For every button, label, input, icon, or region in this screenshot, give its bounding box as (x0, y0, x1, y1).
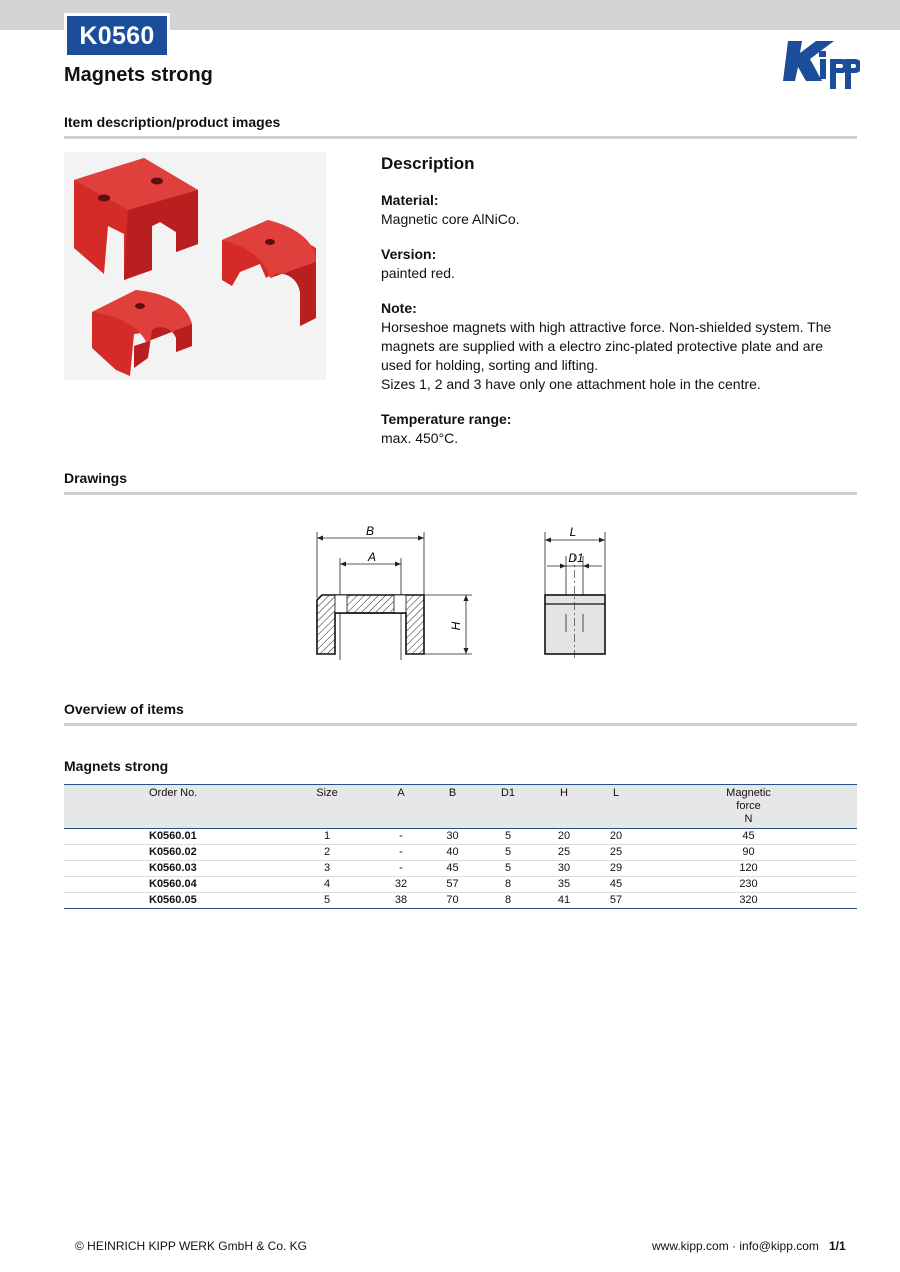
cell-size: 4 (277, 877, 377, 893)
cell-a: - (377, 845, 425, 861)
cell-a: 38 (394, 894, 408, 906)
temperature-block (381, 410, 851, 448)
cell-l: 29 (592, 861, 640, 877)
cell-d1: 8 (480, 877, 536, 893)
footer-contact-link[interactable]: www.kipp.com · info@kipp.com (652, 1239, 819, 1253)
section-heading-drawings: Drawings (64, 470, 857, 495)
header-size: Size (277, 785, 377, 829)
material-block (381, 191, 851, 229)
cell-size: 2 (277, 845, 377, 861)
dimension-l-label: L (569, 525, 577, 539)
dimension-d1-label: D1 (568, 551, 584, 565)
note-block (381, 299, 851, 394)
header-order-no: Order No. (64, 785, 277, 829)
header-a: A (377, 785, 425, 829)
footer-copyright: © HEINRICH KIPP WERK GmbH & Co. KG (75, 1239, 307, 1253)
cell-l: 20 (592, 829, 640, 845)
page-title: Magnets strong (64, 64, 213, 86)
material-text: Magnetic core AlNiCo. (381, 211, 520, 227)
cell-b: 40 (425, 845, 480, 861)
version-block (381, 245, 851, 283)
cell-b: 70 (446, 894, 459, 906)
version-text: painted red. (381, 265, 455, 281)
cell-h: 35 (536, 877, 592, 893)
note-text: Horseshoe magnets with high attractive force. Non-shielded system. The magnets are supplied with a electro zinc-plated protective plate and are used for holding, sorting and lifting. (381, 319, 832, 373)
cell-h: 30 (536, 861, 592, 877)
cell-order-no: K0560.03 (64, 861, 277, 877)
dimension-b-label: B (365, 524, 375, 538)
table-row (64, 829, 857, 845)
side-view (545, 525, 605, 660)
description-title: Description (381, 154, 475, 173)
cell-d1: 5 (480, 829, 536, 845)
cell-d1: 5 (480, 861, 536, 877)
kipp-logo (782, 37, 860, 93)
header-force-line2: force (736, 800, 761, 812)
cell-d1: 5 (480, 845, 536, 861)
version-label: Version: (381, 246, 437, 262)
header-magnetic-force (640, 785, 857, 829)
footer-page-number: 1/1 (829, 1239, 846, 1253)
cell-a: 32 (377, 877, 425, 893)
front-view (317, 524, 472, 660)
material-label: Material: (381, 192, 439, 208)
cell-l: 45 (592, 877, 640, 893)
header-h: H (536, 785, 592, 829)
cell-force: 230 (640, 877, 857, 893)
cell-d1: 8 (504, 894, 512, 906)
temperature-label: Temperature range: (381, 411, 512, 427)
dimension-a-label: A (367, 550, 377, 564)
table-title: Magnets strong (64, 758, 169, 774)
cell-size: 3 (277, 861, 377, 877)
note-label: Note: (381, 300, 417, 316)
note-text-sizes: Sizes 1, 2 and 3 have only one attachment hole in the centre. (381, 376, 761, 392)
cell-l: 25 (592, 845, 640, 861)
header-l: L (592, 785, 640, 829)
cell-b: 30 (425, 829, 480, 845)
cell-a: - (377, 861, 425, 877)
table-row (64, 893, 857, 909)
header-d1: D1 (480, 785, 536, 829)
cell-force: 90 (640, 845, 857, 861)
temperature-text: max. 450°C. (381, 430, 459, 446)
items-table (64, 784, 857, 909)
cell-size: 1 (277, 829, 377, 845)
cell-force: 45 (640, 829, 857, 845)
technical-drawing (300, 518, 630, 668)
table-row (64, 845, 857, 861)
cell-h: 20 (536, 829, 592, 845)
header-force-unit: N (744, 813, 753, 825)
table-row (64, 861, 857, 877)
cell-size: 5 (323, 894, 331, 906)
cell-force: 320 (739, 894, 758, 906)
description-panel (381, 154, 851, 464)
cell-order-no: K0560.01 (64, 829, 277, 845)
cell-b: 45 (425, 861, 480, 877)
header-force-line1: Magnetic (726, 787, 771, 799)
cell-order-no: K0560.05 (149, 894, 197, 906)
dimension-h-label: H (449, 621, 463, 631)
cell-h: 25 (536, 845, 592, 861)
cell-order-no: K0560.04 (64, 877, 277, 893)
header-b: B (425, 785, 480, 829)
cell-a: - (377, 829, 425, 845)
cell-h: 41 (557, 894, 571, 906)
product-image-magnets (64, 152, 326, 380)
table-header-row (64, 785, 857, 829)
cell-force: 120 (640, 861, 857, 877)
product-code-badge: K0560 (64, 13, 170, 58)
cell-l: 57 (609, 894, 623, 906)
cell-b: 57 (425, 877, 480, 893)
section-heading-overview: Overview of items (64, 701, 857, 726)
section-heading-item-description: Item description/product images (64, 114, 857, 139)
table-row (64, 877, 857, 893)
cell-order-no: K0560.02 (64, 845, 277, 861)
